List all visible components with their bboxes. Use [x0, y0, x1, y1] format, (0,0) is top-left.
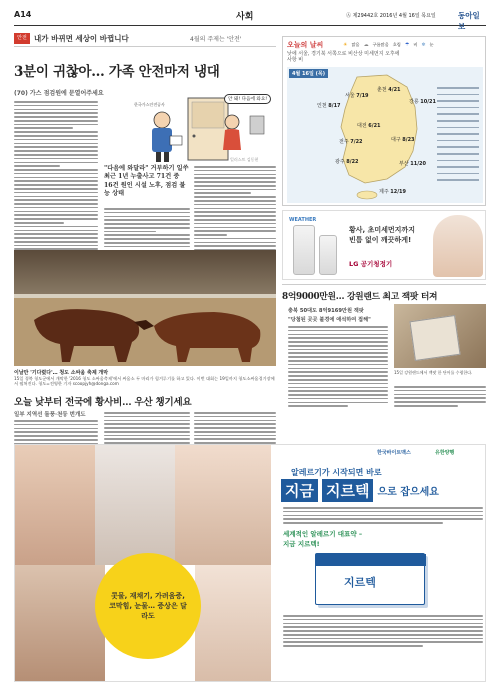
series-subtitle: 4월의 주제는 '안전' [190, 36, 242, 43]
photo-caption-text: 15일 경북 청도군에서 개막한 '2016 청도 소싸움축제'에서 싸움소 두 마리가 힘겨루기를 하고 있다. 이번 대회는 19일까지 청도소싸움경기장에서 펼쳐진다. 청도=전영한 기자 scoopjyh@donga.com [14, 376, 275, 387]
city-daejeon: 대전 6/21 [357, 123, 381, 129]
ad-sub-line: 세계적인 알레르기 대표약 – [283, 530, 363, 538]
kangwon-kicker: 충북 50대도 8억9169만원 잭팟 [288, 308, 364, 314]
city-chuncheon: 춘천 4/21 [377, 87, 401, 93]
city-jeonju: 전주 7/22 [339, 139, 363, 145]
ad-purifier-line2: 빈틈 없이 깨끗하게! [349, 236, 412, 244]
purifier-product-image [293, 225, 315, 275]
umbrella-icon: ☂ [404, 42, 410, 48]
cartoon-worker-label: 한국가스안전공사 [134, 102, 165, 107]
cartoon-illustration [104, 92, 276, 164]
ad-headline-big: 지금 [281, 479, 318, 502]
legend-cloudy: 구름많음 [372, 42, 389, 47]
legend-snow: 눈 [429, 42, 434, 47]
ad-headline [281, 479, 439, 502]
city-seoul: 서울 7/19 [345, 93, 369, 99]
photo-bullfight [14, 250, 276, 366]
ad-brand-1: 한국바이트맥스 [377, 450, 411, 456]
dust-headline: 오늘 낮부터 전국에 황사비… 우산 챙기세요 [14, 397, 192, 408]
ad-air-purifier[interactable] [282, 210, 486, 280]
kangwon-headline: 8억9000만원… 강원랜드 최고 잭팟 터져 [282, 292, 438, 302]
snow-icon: ❄ [421, 42, 426, 48]
page-number: A14 [14, 10, 32, 19]
dust-kicker: 일부 지역선 돌풍·천둥 번개도 [14, 412, 86, 418]
weather-title: 오늘의 날씨 [287, 41, 324, 49]
ad-sub-line-2: 지금 지르텍! [283, 540, 320, 548]
city-daegu: 대구 8/23 [391, 137, 415, 143]
kangwon-subkicker: "당첨된 곳곳 불경에 애석하여 접해" [288, 317, 371, 323]
lead-headline: 3분이 귀찮아… 가족 안전마저 냉대 [14, 64, 220, 80]
weather-map-date: 4월 16일 (목) [289, 69, 328, 78]
weather-legend [343, 42, 434, 48]
ad-purifier-line1: 황사, 초미세먼지까지 [349, 226, 415, 234]
kangwon-body-col2 [394, 386, 486, 407]
weather-map [287, 67, 483, 203]
city-busan: 부산 11/20 [399, 161, 427, 167]
city-incheon: 인천 8/17 [317, 103, 341, 109]
ad-package-name: 지르텍 [344, 576, 376, 589]
series-badge: 안전 [14, 33, 30, 44]
ad-top-line: 알레르기가 시작되면 바로 [291, 468, 382, 477]
ad-photo-girl [195, 565, 271, 682]
legend-rain: 비 [413, 42, 418, 47]
kangwon-divider [282, 284, 486, 285]
ad-brand-2: 유한양행 [435, 450, 455, 456]
ad-fineprint [283, 615, 483, 647]
ad-description [283, 507, 483, 524]
ad-photo-woman [175, 445, 271, 565]
legend-clear: 맑음 [351, 42, 360, 47]
purifier-product-image-2 [319, 235, 337, 275]
city-jeju: 제주 12/19 [379, 189, 407, 195]
ad-product-package [315, 553, 425, 605]
ad-photo-tissue [95, 445, 175, 565]
ad-photo-man [15, 565, 105, 682]
photo-caption-title: 이날만 '기다렸다'… 청도 소싸움 축제 개막 [14, 370, 109, 376]
series-title: 내가 바뀌면 세상이 바뀝니다 [34, 34, 129, 43]
kangwon-photo-caption: 15일 강원랜드에서 잭팟 한 단어를 수령한다. [394, 370, 473, 375]
kangwon-body-col1 [288, 326, 388, 407]
cartoon-speech-bubble: 안 돼! 다음에 와요! [224, 94, 271, 104]
ad-purifier-model-photo [433, 215, 483, 277]
weather-subtitle: 낮에 서울, 경기북 서쪽으로 비산상 미세먼지 오후에 사항 비 [287, 51, 400, 64]
lead-body-col1 [14, 101, 98, 269]
lead-pull-quote: "다음에 와달라" 거부하기 일쑤 최근 1년 누출사고 71건 중 16건 원인 시설 노후, 점검 불능 상태 [104, 165, 189, 198]
lead-kicker: (70) 가스 점검원에 문열어주세요 [14, 90, 104, 97]
cartoon-credit: 일러스트 김동현 [230, 157, 259, 162]
page-header [14, 8, 486, 31]
jackpot-ticket [409, 315, 460, 361]
series-banner [14, 31, 276, 47]
section-title: 사회 [236, 12, 254, 22]
ad-photo-child [15, 445, 95, 565]
sun-icon: ☀ [343, 42, 348, 48]
city-gangneung: 강릉 10/21 [409, 99, 437, 105]
ad-allergy-medicine[interactable] [14, 444, 486, 682]
city-gwangju: 광주 8/22 [335, 159, 359, 165]
cloud-icon: ☁ [363, 42, 369, 48]
ad-headline-product: 지르텍 [322, 479, 373, 502]
ad-symptom-bubble: 콧물, 재채기, 가려움증, 코막힘, 눈물… 증상은 달라도 [95, 553, 201, 659]
weather-forecast-strip [437, 87, 479, 195]
paper-name: 동아일보 [458, 11, 480, 31]
ad-purifier-product: LG 공기청정기 [349, 260, 393, 268]
issue-date: Ⓐ 제29442호 2016년 4월 16일 목요일 [346, 13, 436, 19]
legend-overcast: 흐림 [392, 42, 401, 47]
ad-purifier-brand: WEATHER [289, 217, 317, 223]
ad-headline-suffix: 으로 잡으세요 [377, 487, 439, 498]
kangwon-photo [394, 304, 486, 368]
weather-box [282, 36, 486, 206]
